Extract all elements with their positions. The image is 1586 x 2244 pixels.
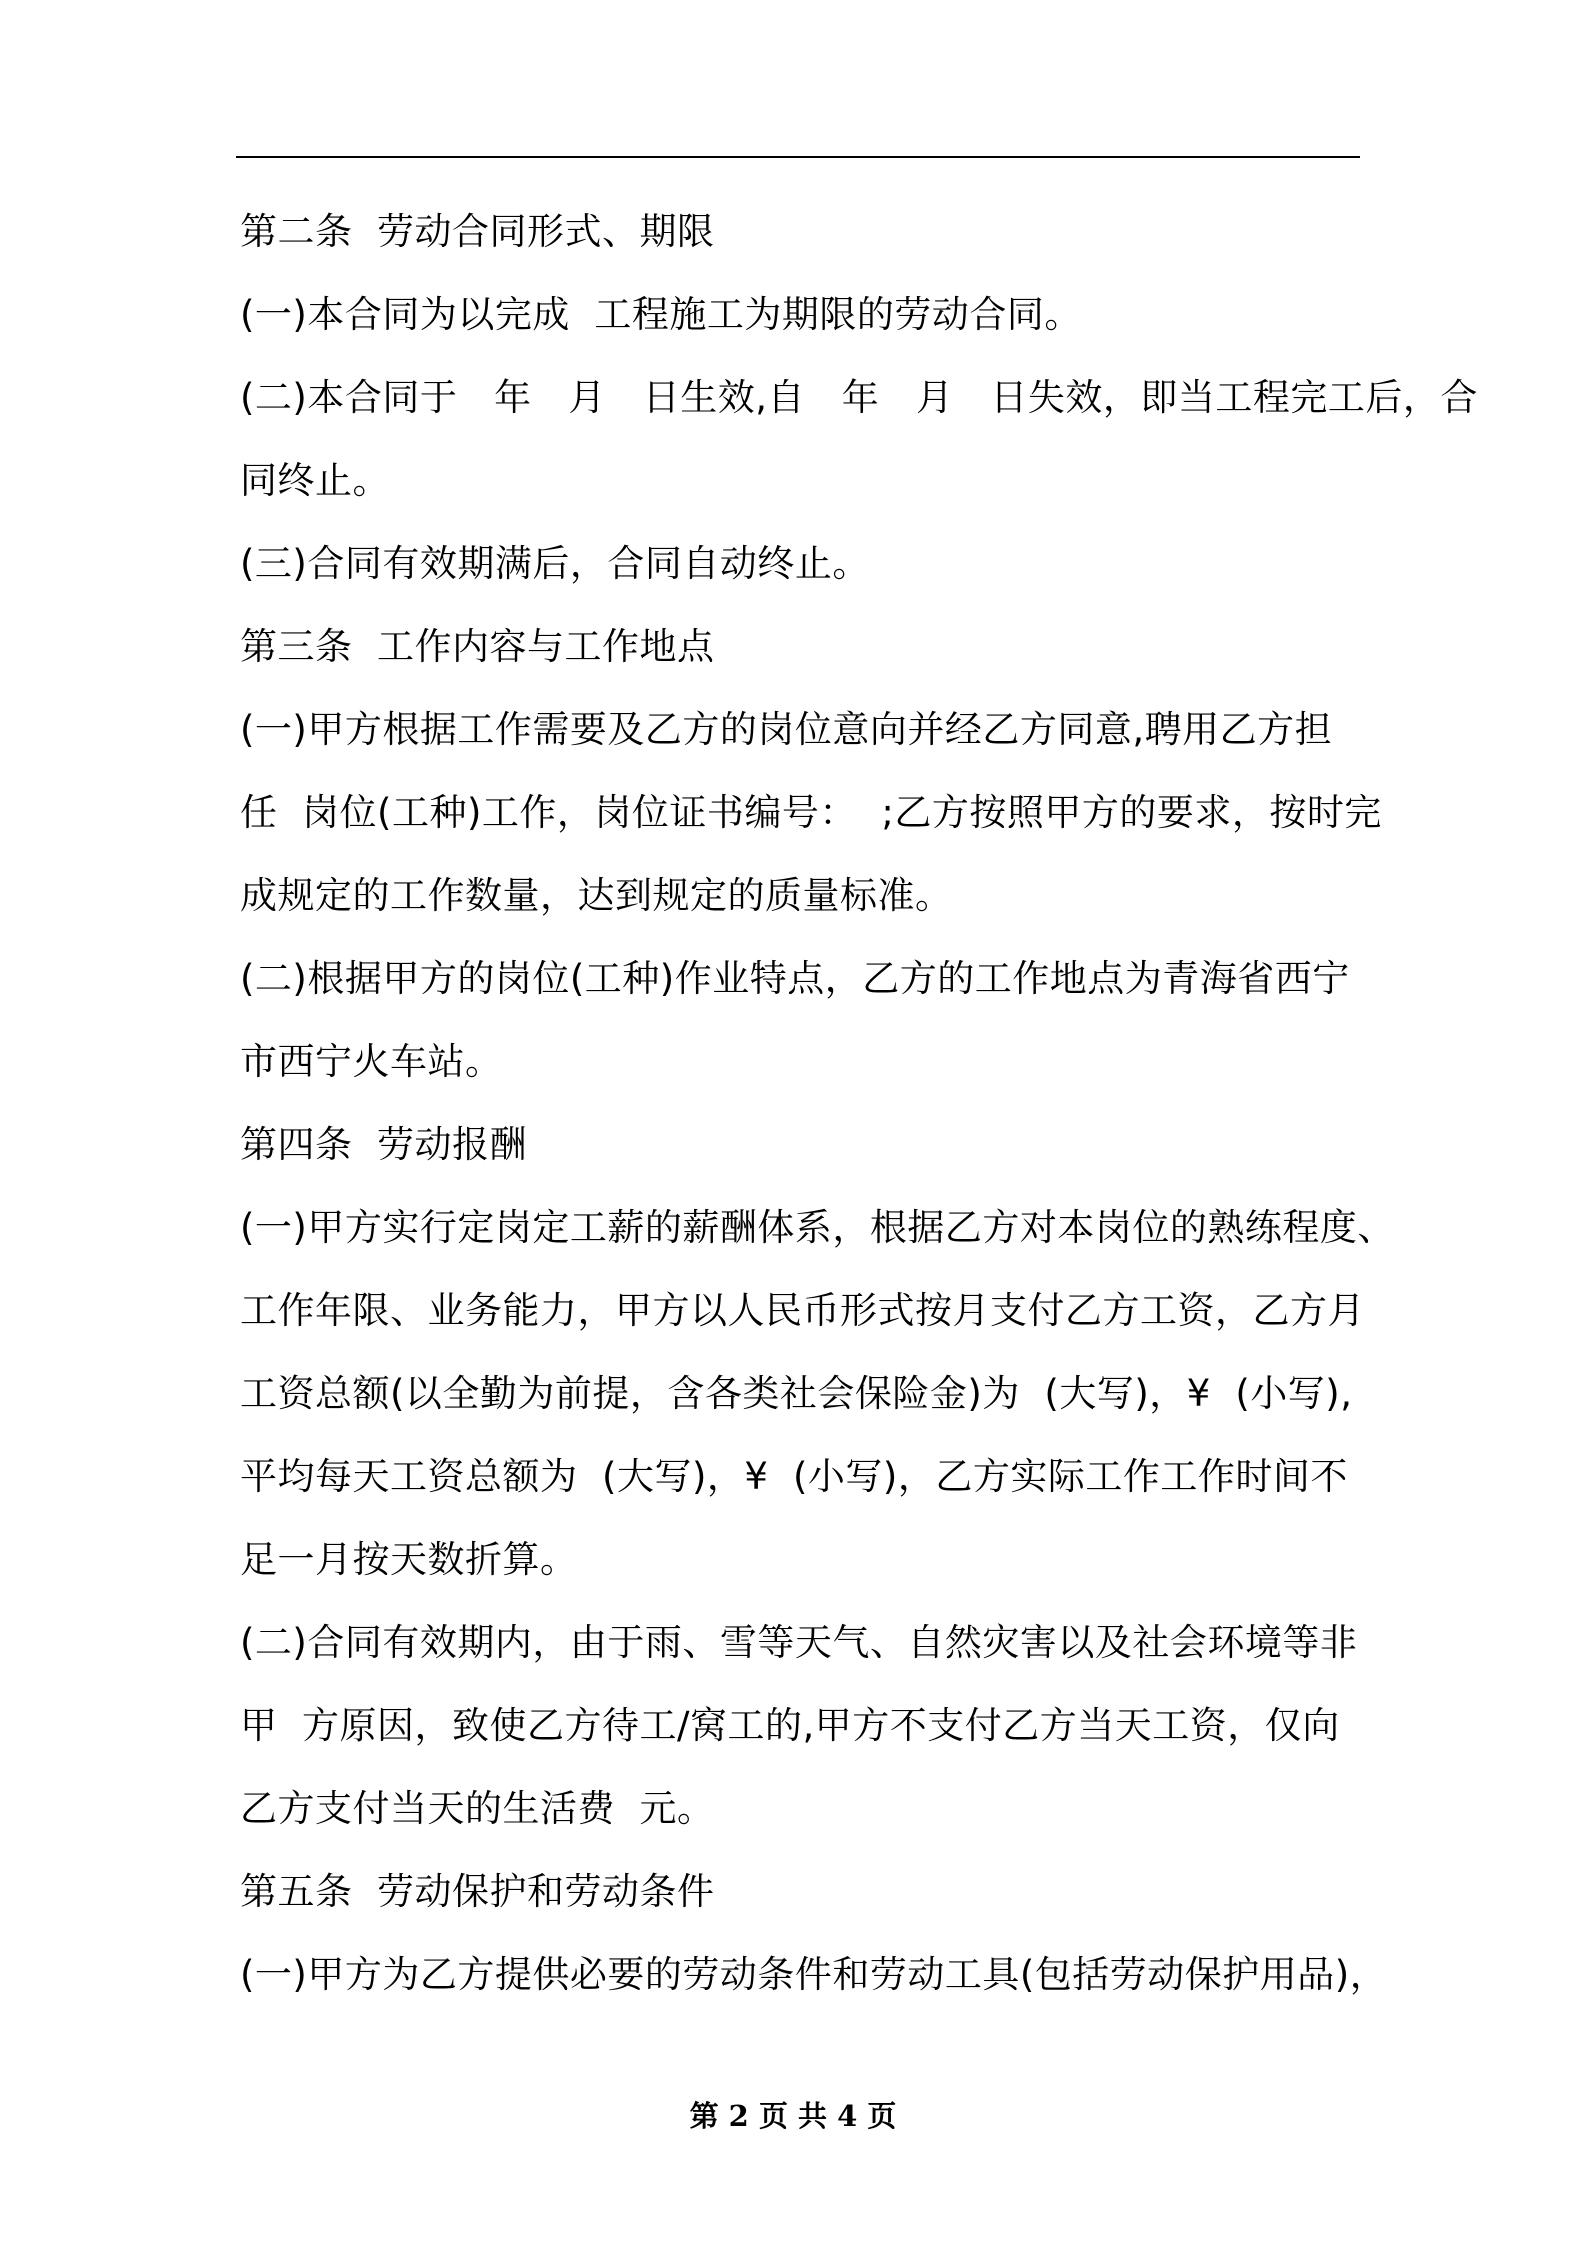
section-heading-3: 第三条 工作内容与工作地点 <box>240 625 715 668</box>
paragraph-line: 成规定的工作数量，达到规定的质量标准。 <box>240 874 953 917</box>
paragraph-line: 甲 方原因，致使乙方待工/窝工的,甲方不支付乙方当天工资，仅向 <box>240 1704 1340 1747</box>
paragraph-line: 工作年限、业务能力，甲方以人民币形式按月支付乙方工资，乙方月 <box>240 1289 1365 1332</box>
paragraph-line: (一)本合同为以完成 工程施工为期限的劳动合同。 <box>240 293 1082 336</box>
header-rule <box>236 156 1360 158</box>
section-heading-4: 第四条 劳动报酬 <box>240 1123 528 1166</box>
paragraph-line: (二)合同有效期内，由于雨、雪等天气、自然灾害以及社会环境等非 <box>240 1621 1358 1664</box>
section-heading-2: 第二条 劳动合同形式、期限 <box>240 210 715 253</box>
document-body <box>240 190 1478 2016</box>
paragraph-line: (一)甲方根据工作需要及乙方的岗位意向并经乙方同意,聘用乙方担 <box>240 708 1333 751</box>
paragraph-line: 工资总额(以全勤为前提，含各类社会保险金)为 (大写)，¥ (小写), <box>240 1372 1353 1415</box>
paragraph-line: 平均每天工资总额为 (大写)，¥ (小写)，乙方实际工作工作时间不 <box>240 1455 1348 1498</box>
paragraph-line: 市西宁火车站。 <box>240 1040 503 1083</box>
section-heading-5: 第五条 劳动保护和劳动条件 <box>240 1870 715 1913</box>
paragraph-line: (一)甲方为乙方提供必要的劳动条件和劳动工具(包括劳动保护用品)， <box>240 1953 1388 1996</box>
paragraph-line: 乙方支付当天的生活费 元。 <box>240 1787 715 1830</box>
paragraph-line: (二)本合同于 年 月 日生效,自 年 月 日失效，即当工程完工后，合 <box>240 376 1478 419</box>
paragraph-line: 足一月按天数折算。 <box>240 1538 578 1581</box>
paragraph-line: (三)合同有效期满后，合同自动终止。 <box>240 542 870 585</box>
paragraph-line: (二)根据甲方的岗位(工种)作业特点，乙方的工作地点为青海省西宁 <box>240 957 1350 1000</box>
paragraph-line: 同终止。 <box>240 459 390 502</box>
paragraph-line: (一)甲方实行定岗定工薪的薪酬体系，根据乙方对本岗位的熟练程度、 <box>240 1206 1395 1249</box>
page-number-footer: 第 2 页 共 4 页 <box>689 2099 897 2133</box>
paragraph-line: 任 岗位(工种)工作，岗位证书编号： ;乙方按照甲方的要求，按时完 <box>240 791 1382 834</box>
